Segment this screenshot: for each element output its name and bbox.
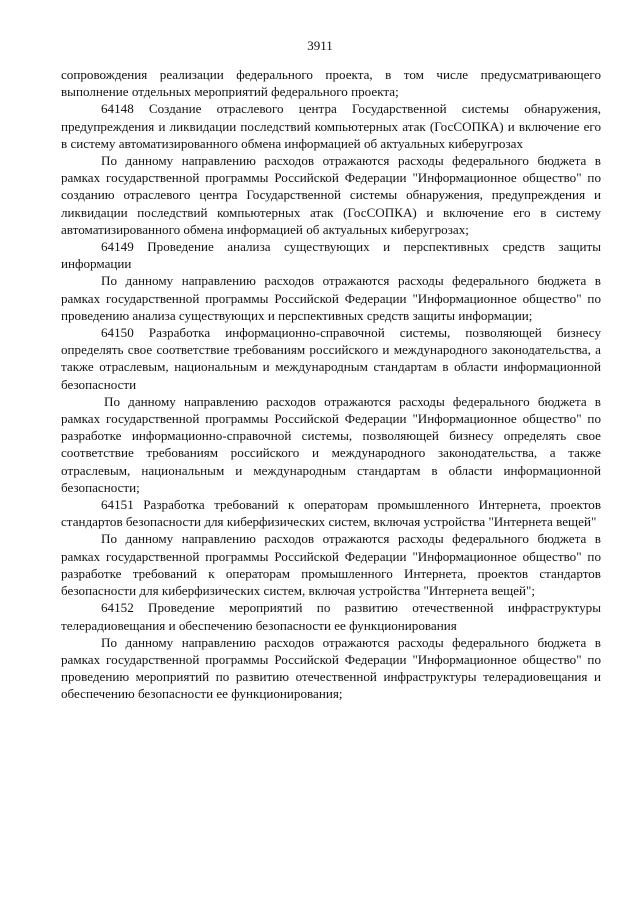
paragraph: По данному направлению расходов отражаются расходы федерального бюджета в рамках государственной программы Российской Федерации "Информационное общество" по разработке требований к операторам промышленного Интернета, проектов стандартов безопасности для киберфизических систем, включая устройства "Интернета вещей";	[61, 531, 601, 599]
section-heading: 64152 Проведение мероприятий по развитию отечественной инфраструктуры телерадиовещания и обеспечению безопасности ее функционирования	[61, 600, 601, 633]
paragraph: По данному направлению расходов отражаются расходы федерального бюджета в рамках государственной программы Российской Федерации "Информационное общество" по проведению мероприятий по развитию отечественной инфраструктуры телерадиовещания и обеспечению безопасности ее функционирования;	[61, 634, 601, 702]
page-number: 3911	[307, 38, 333, 53]
section-heading: 64151 Разработка требований к операторам промышленного Интернета, проектов стандартов безопасности для киберфизических систем, включая устройства "Интернета вещей"	[61, 497, 601, 530]
paragraph: сопровождения реализации федерального проекта, в том числе предусматривающего выполнение отдельных мероприятий федерального проекта;	[61, 67, 601, 100]
section-heading: 64149 Проведение анализа существующих и перспективных средств защиты информации	[61, 239, 601, 272]
section-heading: 64150 Разработка информационно-справочной системы, позволяющей бизнесу определять свое соответствие требованиям российского и международного законодательства, а также отраслевым, национальным и международным стандартам в области информационной безопасности	[61, 325, 601, 392]
document-body	[61, 66, 601, 703]
paragraph: По данному направлению расходов отражаются расходы федерального бюджета в рамках государственной программы Российской Федерации "Информационное общество" по созданию отраслевого центра Государственной системы обнаружения, предупреждения и ликвидации последствий компьютерных атак (ГосСОПКА) и включение его в систему автоматизированного обмена информацией об актуальных киберугрозах;	[61, 153, 601, 237]
paragraph: По данному направлению расходов отражаются расходы федерального бюджета в рамках государственной программы Российской Федерации "Информационное общество" по проведению анализа существующих и перспективных средств защиты информации;	[61, 273, 601, 323]
section-heading: 64148 Создание отраслевого центра Государственной системы обнаружения, предупреждения и ликвидации последствий компьютерных атак (ГосСОПКА) и включение его в систему автоматизированного обмена информацией об актуальных киберугрозах	[61, 101, 601, 151]
paragraph: По данному направлению расходов отражаются расходы федерального бюджета в рамках государственной программы Российской Федерации "Информационное общество" по разработке информационно-справочной системы, позволяющей бизнесу определять свое соответствие требованиям российского и международного законодательства, а также отраслевым, национальным и международным стандартам в области информационной безопасности;	[61, 393, 601, 495]
